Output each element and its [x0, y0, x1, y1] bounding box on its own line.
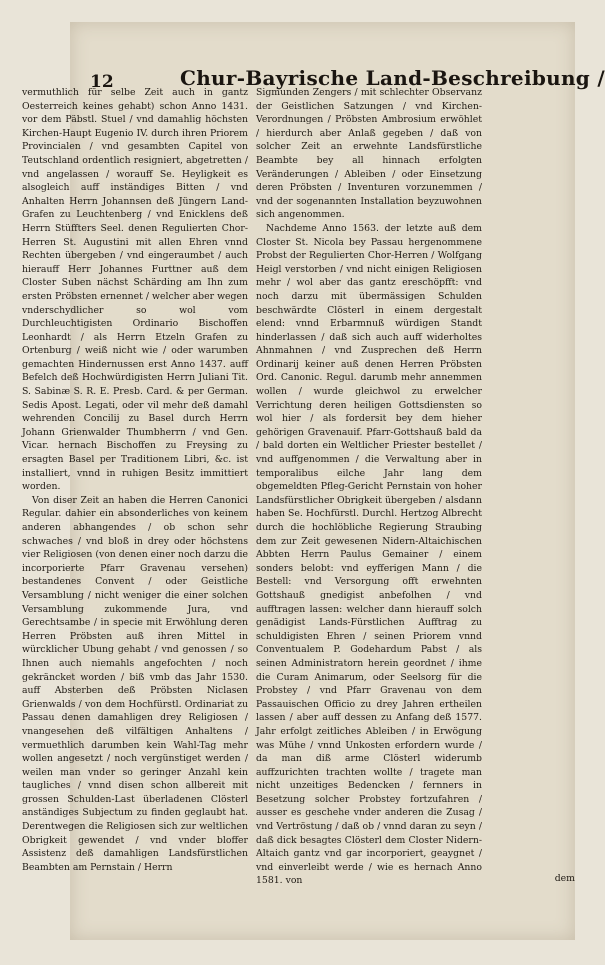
- left-column: [22, 86, 248, 873]
- left-paragraph-1: vermuthlich für selbe Zeit auch in gantz Oesterreich keines gehabt) schon Anno 1431. vor dem Päbstl. Stuel / vnd damahlig höchsten Kirchen-Haupt Eugenio IV. durch ihren Priorem Provincialen / vnd gesambten Capitel von Teutschland ordentlich resigniert, abgetretten / vnd angelassen / worauff Se. Heyligkeit es alsogleich auff inständiges Bitten / vnd Anhalten Herrn Johannsen deß Jüngern Land-Grafen zu Leuchtenberg / vnd Enicklens deß Herrn Stüffters Seel. denen Regulierten Chor-Herren St. Augustini mit allen Ehren vnnd Rechten übergeben / vnd eingeraumbet / auch hierauff Herr Johannes Furttner auß dem Closter Suben nächst Schärding am Ihn zum ersten Pröbsten ernennet / welcher aber wegen vnderschydlicher so wol vom Durchleuchtigisten Ordinario Bischoffen Leonhardt / als Herrn Etzeln Grafen zu Ortenburg / weiß nicht wie / oder warumben gemachten Hindernussen erst Anno 1437. auff Befelch deß Hochwürdigisten Herrn Juliani Tit. S. Sabinæ S. R. E. Presb. Card. & per German. Sedis Apost. Legati, oder vil mehr deß damahl wehrenden Concilij zu Basel durch Herrn Johann Grienwalder Thumbherrn / vnd Gen. Vicar. hernach Bischoffen zu Freysing zu ersagten Basel per Traditionem Libri, &c. ist installiert, vnnd in ruhigen Besitz immittiert worden.: [22, 87, 248, 493]
- right-paragraph-2: Nachdeme Anno 1563. der letzte auß dem Closter St. Nicola bey Passau hergenommene Probst der Regulierten Chor-Herren / Wolfgang Heigl verstorben / vnd nicht einigen Religiosen mehr / wol aber das gantz ereschöpfft: vnd noch darzu mit übermässigen Schulden beschwärdte Clösterl in einem dergestalt elend: vnnd Erbarmnuß würdigen Standt hinderlassen / daß sich auch auff widerholtes Ahnmahnen / vnd Zusprechen deß Herrn Ordinarij keiner auß denen Herren Pröbsten Ord. Canonic. Regul. darumb mehr annemmen wollen / wurde gleichwol zu erwelcher Verrichtung deren heiligen Gottsdiensten so wol hier / als fordersit bey dem hieher gehörigen Gravenauif. Pfarr-Gottshauß bald da / bald dorten ein Weltlicher Priester bestellet / vnd auffgenommen / die Verwaltung aber in temporalibus eilche Jahr lang dem obgemeldten Pfleg-Gericht Pernstain von hoher Landsfürstlicher Obrigkeit übergeben / alsdann haben Se. Hochfürstl. Durchl. Hertzog Albrecht durch die hochlöbliche Regierung Straubing dem zur Zeit gewesenen Nidern-Altaichischen Abbten Herrn Paulus Gemainer / einem sonders belobt: vnd eyfferigen Mann / die Bestell: vnd Versorgung offt erwehnten Gottshauß gnedigist anbefolhen / vnd aufftragen lassen: welcher dann hierauff solch genädigist Lands-Fürstlichen Aufftrag zu schuldigisten Ehren / seinen Priorem vnnd Conventualem P. Godehardum Pabst / als seinen Administratorn herein geordnet / ihme die Curam Animarum, oder Seelsorg für die Probstey / vnd Pfarr Gravenau von dem Passauischen Officio zu drey Jahren ertheilen lassen / aber auff dessen zu Anfang deß 1577. Jahr erfolgt zeitliches Ableiben / in Erwögung was Mühe / vnnd Unkosten erfordern wurde / da man diß arme Clösterl widerumb auffzurichten trachten wollte / tragete man nicht unzeitiges Bedencken / fernners in Besetzung solcher Probstey fortzufahren / ausser es geschehe vnder anderen die Zusag / vnd Vertröstung / daß ob / vnnd daran zu seyn / daß dick besagtes Clösterl dem Closter Nidern-Altaich gantz vnd gar incorporiert, geaygnet / vnd einverleibt werde / wie es hernach Anno 1581. von: [256, 222, 482, 887]
- right-paragraph-1: Sigmunden Zengers / mit schlechter Observanz der Geistlichen Satzungen / vnd Kirchen-Verordnungen / Pröbsten Ambrosium erwöhlet / hierdurch aber Anlaß gegeben / daß von solcher Zeit an erwehnte Landsfürstliche Beambte bey all hinnach erfolgten Veränderungen / Ableiben / oder Einsetzung deren Pröbsten / Inventuren vorzunemmen / vnd der sogenannten Installation beyzuwohnen sich angenommen.: [256, 87, 482, 221]
- left-paragraph-2: Von diser Zeit an haben die Herren Canonici Regular. dahier ein absonderliches von keinem anderen abhangendes / ob schon sehr schwaches / vnd bloß in drey oder höchstens vier Religiosen (von denen einer noch darzu die incorporierte Pfarr Gravenau versehen) bestandenes Convent / oder Geistliche Versamblung / nicht weniger die einer solchen Versamblung zukommende Jura, vnd Gerechtsambe / in specie mit Erwöhlung deren Herren Pröbsten auß ihren Mittel in würcklicher Ubung gehabt / vnd genossen / so Ihnen auch niemahls angefochten / noch gekräncket worden / biß vmb das Jahr 1530. auff Absterben deß Pröbsten Niclasen Grienwalds / von dem Hochfürstl. Ordinariat zu Passau denen damahligen drey Religiosen / vnangesehen deß vilfältigen Anhaltens / vermuethlich darumben kein Wahl-Tag mehr wollen angesetzt / noch vergünstiget werden / weilen man vnder so geringer Anzahl kein taugliches / vnnd disen schon allbereit mit grossen Schulden-Last überladenen Clösterl anständiges Subjectum zu finden geglaubt hat. Derentwegen die Religiosen sich zur weltlichen Obrigkeit gewendet / vnd vnder bloffer Assistenz deß damahligen Landsfürstlichen Beambten am Pernstain / Herrn: [22, 494, 248, 873]
- right-column: [256, 86, 482, 887]
- page-number: 12: [90, 72, 114, 92]
- running-title: Chur-Bayrische Land-Beschreibung /: [180, 66, 605, 90]
- catchword: dem: [554, 873, 575, 884]
